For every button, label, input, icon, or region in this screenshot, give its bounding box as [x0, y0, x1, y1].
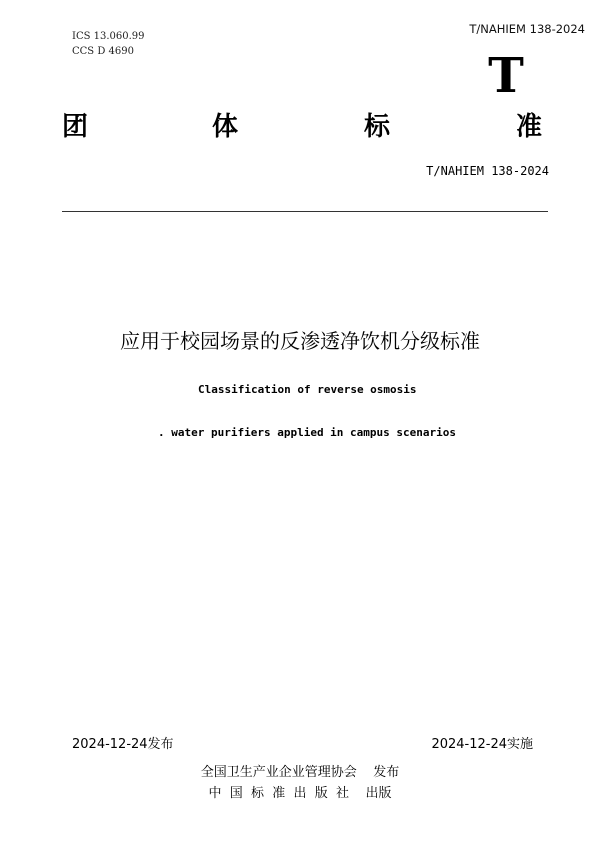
standard-type-char-2: 体 [212, 112, 239, 142]
english-title-line-1: Classification of reverse osmosis [198, 383, 417, 396]
publisher-line-2: 中 国 标 准 出 版 社 出版 [208, 786, 392, 801]
english-title-line-2: . water purifiers applied in campus scenarios [158, 426, 457, 439]
standard-type-char-4: 准 [516, 112, 543, 142]
implementation-date: 2024-12-24实施 [431, 737, 533, 752]
chinese-title: 应用于校园场景的反渗透净饮机分级标准 [120, 329, 480, 353]
ccs-code: CCS D 4690 [72, 46, 134, 57]
header-standard-code: T/NAHIEM 138-2024 [469, 22, 585, 36]
ics-code: ICS 13.060.99 [72, 31, 145, 42]
standard-code: T/NAHIEM 138-2024 [426, 164, 549, 178]
standard-logo-letter: T [488, 48, 524, 104]
publisher-line-1: 全国卫生产业企业管理协会 发布 [200, 765, 400, 780]
issue-date: 2024-12-24发布 [72, 737, 174, 752]
standard-type-char-1: 团 [62, 112, 89, 142]
standard-type-char-3: 标 [364, 112, 391, 142]
header-divider [62, 211, 548, 212]
